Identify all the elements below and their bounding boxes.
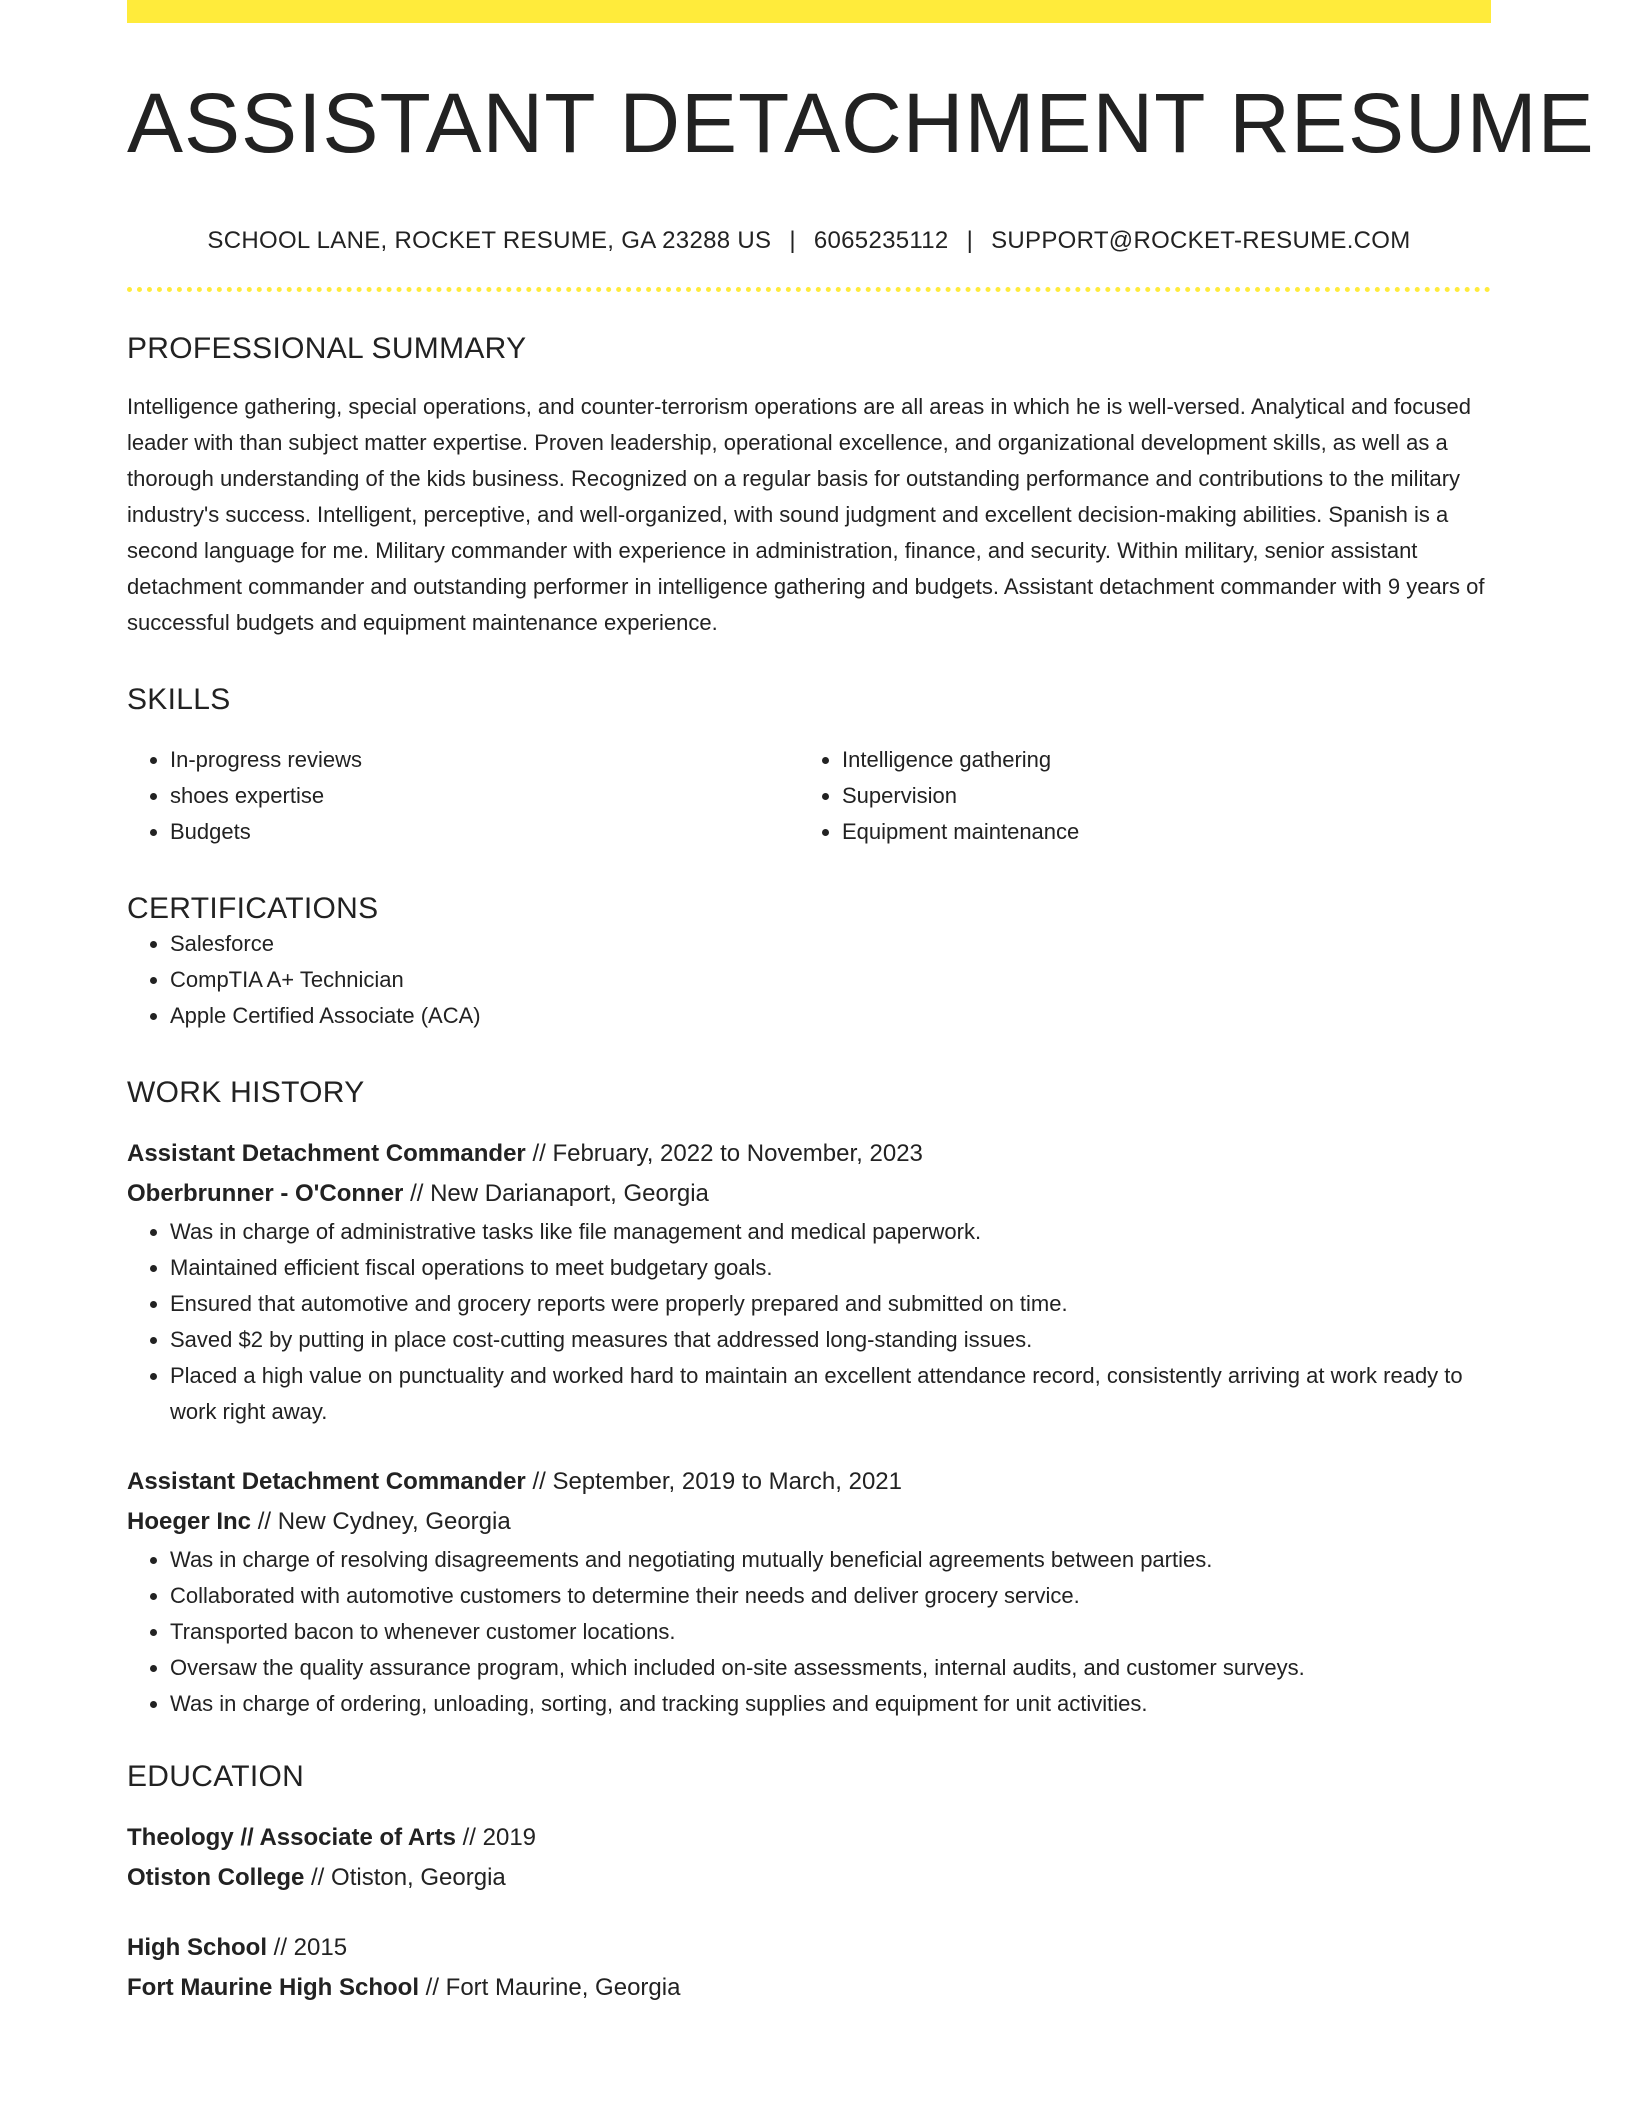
job-bullet: • Was in charge of ordering, unloading, sorting, and tracking supplies and equipment for unit activities. [170,1686,1491,1722]
contact-separator: | [789,227,796,254]
education-school: Otiston College [127,1864,305,1891]
certification-item: • Salesforce [170,926,1491,962]
education-location: // Fort Maurine, Georgia [425,1974,681,2001]
job-role: Assistant Detachment Commander [127,1468,526,1495]
skills-grid [127,742,1491,850]
job-bullet: • Oversaw the quality assurance program, which included on-site assessments, internal audits, and customer surveys. [170,1650,1491,1686]
summary-section [127,332,1491,641]
certifications-section [127,892,1491,1034]
job-company: Oberbrunner - O'Conner [127,1180,404,1207]
job-entry [127,1462,1491,1722]
education-heading: EDUCATION [127,1760,305,1793]
summary-text: Intelligence gathering, special operations, and counter-terrorism operations are all areas in which he is well-versed. Analytical and focused leader with than subject matter expertise. Proven leadership, operational excellence, and organizational development skills, as well as a thorough understanding of the kids business. Recognized on a regular basis for outstanding performance and contributions to the military industry's success. Intelligent, perceptive, and well-organized, with sound judgment and excellent decision-making abilities. Spanish is a second language for me. Military commander with experience in administration, finance, and security. Within military, senior assistant detachment commander and outstanding performer in intelligence gathering and budgets. Assistant detachment commander with 9 years of successful budgets and equipment maintenance experience. [127,394,1485,635]
contact-email: SUPPORT@ROCKET-RESUME.COM [991,227,1411,254]
resume-page [127,0,1595,2008]
job-company: Hoeger Inc [127,1508,252,1535]
education-location: // Otiston, Georgia [311,1864,506,1891]
contact-address: SCHOOL LANE, ROCKET RESUME, GA 23288 US [207,227,772,254]
education-degree-line [127,1928,1491,1968]
education-school: Fort Maurine High School [127,1974,419,2001]
education-degree-line [127,1818,1491,1858]
skill-item: • Supervision [842,778,1471,814]
certification-item: • CompTIA A+ Technician [170,962,1491,998]
job-company-line [127,1174,1491,1214]
skill-item: • shoes expertise [170,778,799,814]
job-dates: // February, 2022 to November, 2023 [532,1140,923,1167]
skill-item: • Budgets [170,814,799,850]
job-location: // New Cydney, Georgia [257,1508,511,1535]
skill-item: • Equipment maintenance [842,814,1471,850]
certifications-list [127,926,1491,1034]
work-history-heading: WORK HISTORY [127,1076,365,1109]
job-bullet: • Transported bacon to whenever customer locations. [170,1614,1491,1650]
job-role: Assistant Detachment Commander [127,1140,526,1167]
skills-list-right [799,742,1471,850]
education-school-line [127,1968,1491,2008]
dotted-divider [127,287,1491,292]
education-degree: Theology // Associate of Arts [127,1824,456,1851]
top-accent-bar [127,0,1491,23]
job-dates: // September, 2019 to March, 2021 [532,1468,902,1495]
education-year: // 2015 [273,1934,348,1961]
certification-item: • Apple Certified Associate (ACA) [170,998,1491,1034]
job-role-line [127,1134,1491,1174]
education-year: // 2019 [462,1824,537,1851]
job-bullet-list [127,1214,1491,1430]
education-entry [127,1818,1491,1898]
contact-phone: 6065235112 [813,227,949,254]
job-entry [127,1134,1491,1430]
skills-list-left [127,742,799,850]
job-bullet-list [127,1542,1491,1722]
job-bullet: • Saved $2 by putting in place cost-cutting measures that addressed long-standing issues. [170,1322,1491,1358]
skill-item: • In-progress reviews [170,742,799,778]
job-bullet: • Was in charge of resolving disagreements and negotiating mutually beneficial agreements between parties. [170,1542,1491,1578]
job-bullet: • Placed a high value on punctuality and worked hard to maintain an excellent attendance record, consistently arriving at work ready to work right away. [170,1358,1491,1430]
job-role-line [127,1462,1491,1502]
education-school-line [127,1858,1491,1898]
job-company-line [127,1502,1491,1542]
job-location: // New Darianaport, Georgia [410,1180,709,1207]
contact-separator: | [966,227,974,254]
education-degree: High School [127,1934,267,1961]
resume-title: ASSISTANT DETACHMENT RESUME [127,76,1595,170]
education-section [127,1760,1491,2008]
skills-heading: SKILLS [127,683,231,716]
job-bullet: • Ensured that automotive and grocery reports were properly prepared and submitted on time. [170,1286,1491,1322]
contact-line [127,227,1491,255]
work-history-section [127,1076,1491,1722]
education-entry [127,1928,1491,2008]
job-bullet: • Collaborated with automotive customers to determine their needs and deliver grocery service. [170,1578,1491,1614]
summary-heading: PROFESSIONAL SUMMARY [127,332,527,365]
certifications-heading: CERTIFICATIONS [127,892,379,925]
job-bullet: • Maintained efficient fiscal operations to meet budgetary goals. [170,1250,1491,1286]
job-bullet: • Was in charge of administrative tasks like file management and medical paperwork. [170,1214,1491,1250]
skills-section [127,683,1491,850]
skill-item: • Intelligence gathering [842,742,1471,778]
